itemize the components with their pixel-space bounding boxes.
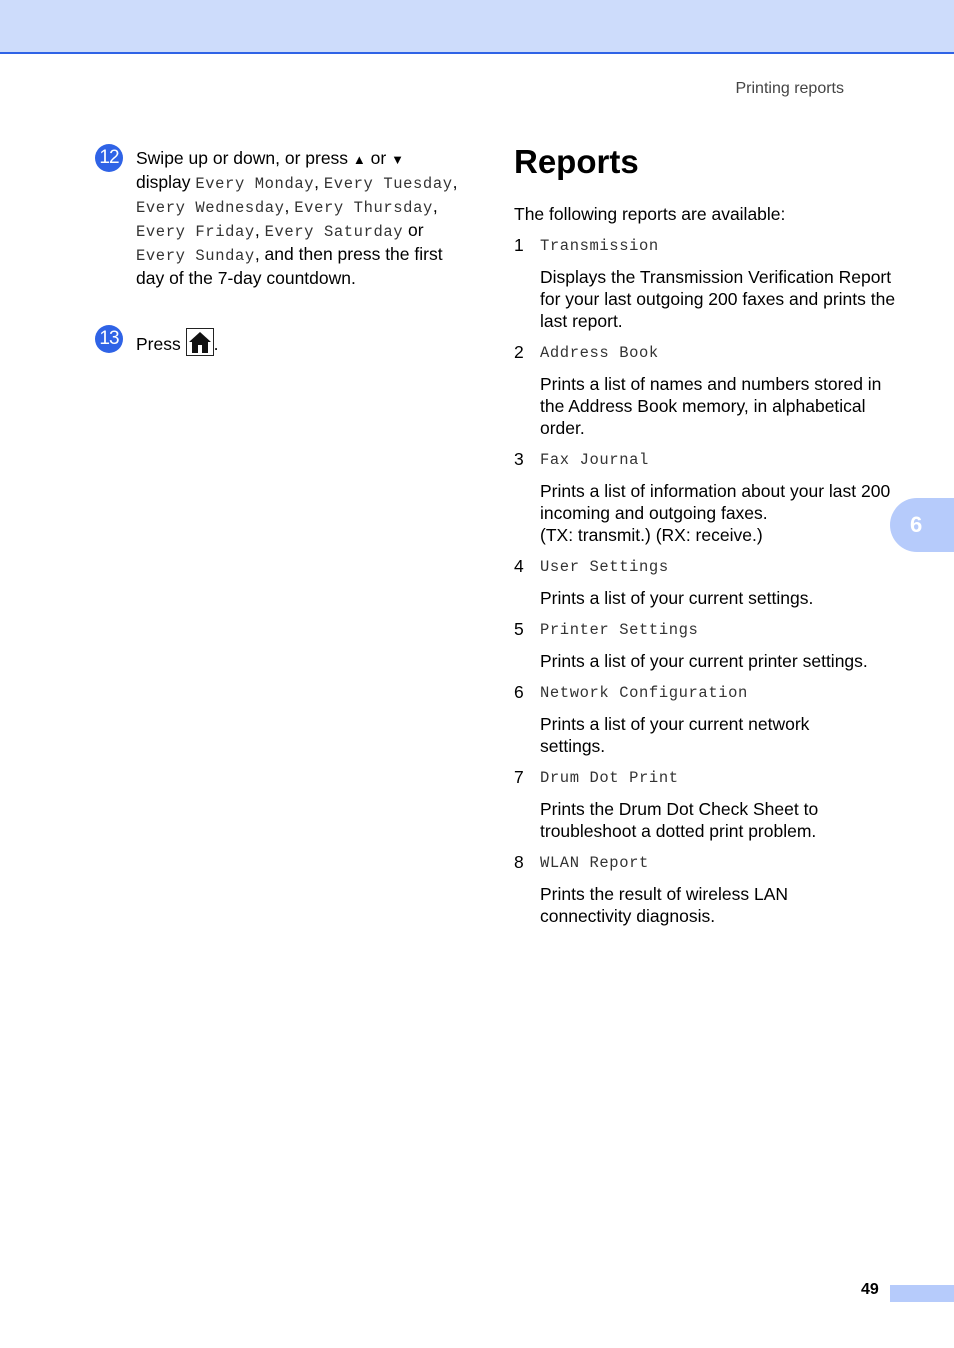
report-number: 2 [514,342,524,362]
step-number-badge: 13 [95,325,123,353]
option-tuesday: Every Tuesday [323,175,453,193]
section-title: Reports [514,143,639,180]
report-name: User Settings [540,558,669,576]
report-name: Address Book [540,344,659,362]
option-thursday: Every Thursday [294,199,433,217]
report-name: Network Configuration [540,684,748,702]
header-band [0,0,954,54]
report-description: Prints a list of your current printer settings. [540,651,868,671]
report-name: WLAN Report [540,854,649,872]
home-icon [186,328,214,356]
report-number: 1 [514,235,524,255]
footer-bar [890,1285,954,1302]
report-number: 6 [514,682,524,702]
option-monday: Every Monday [195,175,315,193]
report-description: Displays the Transmission Verification Report for your last outgoing 200 faxes and prints the last report. [540,267,896,331]
report-name: Fax Journal [540,451,649,469]
report-description: Prints a list of your current settings. [540,588,814,608]
report-description: Prints a list of names and numbers stored in the Address Book memory, in alphabetical order. [540,374,882,438]
report-number: 8 [514,852,524,872]
report-number: 4 [514,556,524,576]
option-saturday: Every Saturday [264,223,404,241]
option-sunday: Every Sunday [136,247,255,265]
option-friday: Every Friday [136,223,255,241]
report-number: 5 [514,619,524,639]
down-arrow-icon: ▼ [391,152,404,167]
page-number: 49 [861,1281,879,1298]
report-name: Transmission [540,237,659,255]
chapter-tab: 6 [890,498,954,552]
step-text: Swipe up or down, or press ▲ or ▼ display Every Monday, Every Tuesday, Every Wednesday, Every Thursday, Every Friday, Every Saturday or Every Sunday, and then press the first day of the 7-day countdown. [136,148,458,288]
section-intro: The following reports are available: [514,204,786,224]
option-wednesday: Every Wednesday [136,199,285,217]
report-number: 3 [514,449,524,469]
report-description: Prints the Drum Dot Check Sheet to troubleshoot a dotted print problem. [540,799,819,841]
report-name: Printer Settings [540,621,699,639]
step-number-badge: 12 [95,144,123,172]
report-number: 7 [514,767,524,787]
report-name: Drum Dot Print [540,769,679,787]
report-description: Prints the result of wireless LAN connectivity diagnosis. [540,884,789,926]
report-description: Prints a list of information about your last 200 incoming and outgoing faxes. (TX: transmit.) (RX: receive.) [540,481,891,545]
step-text: Press . [136,328,466,356]
running-head: Printing reports [735,80,844,97]
up-arrow-icon: ▲ [352,152,366,167]
report-description: Prints a list of your current network settings. [540,714,810,756]
